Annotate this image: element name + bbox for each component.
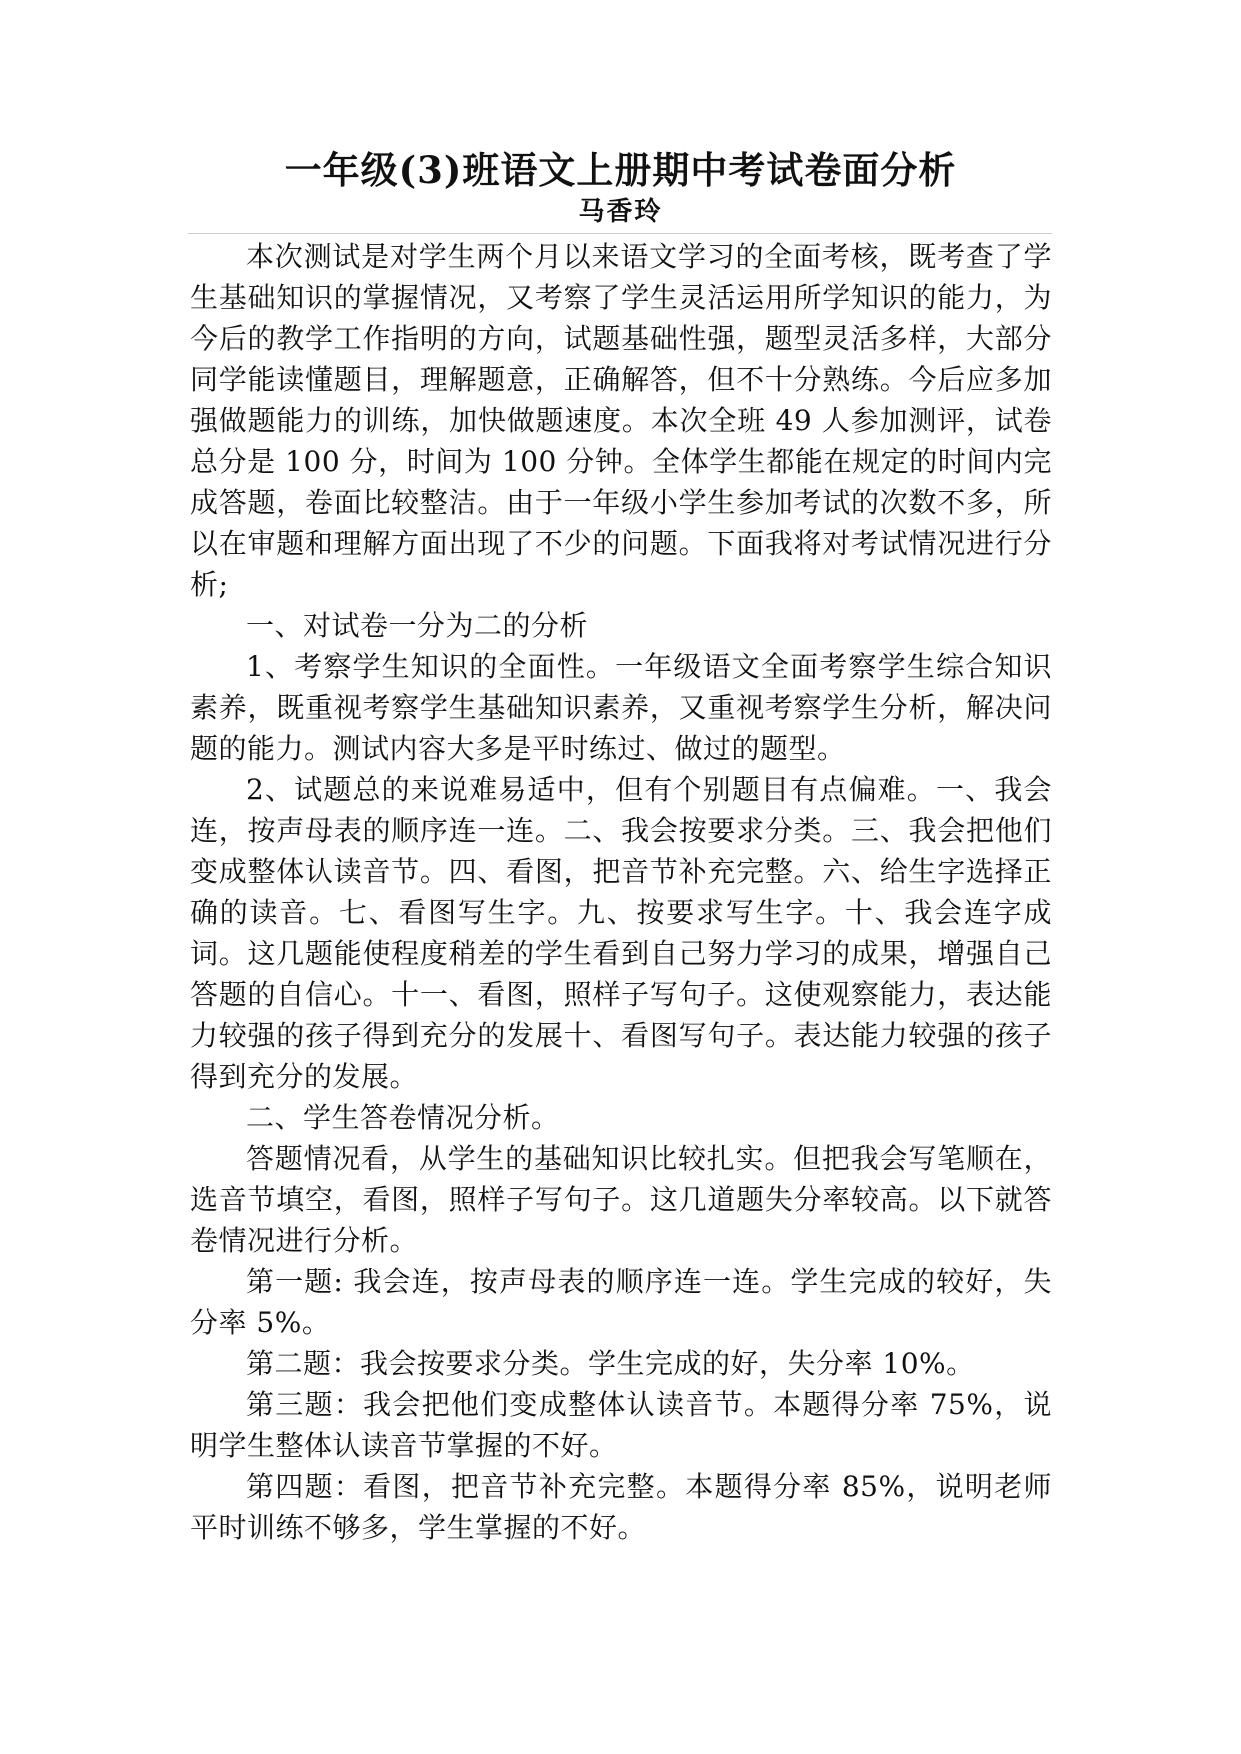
section-heading-1: 一、对试卷一分为二的分析 [246,609,589,642]
paragraph-question-3: 第三题：我会把他们变成整体认读音节。本题得分率 75%，说明学生整体认读音节掌握的不好。 [190,1388,1052,1462]
title-divider [188,233,1052,234]
paragraph-question-1: 第一题: 我会连，按声母表的顺序连一连。学生完成的较好，失分率 5%。 [190,1265,1052,1339]
paragraph-point-1: 1、考察学生知识的全面性。一年级语文全面考察学生综合知识素养，既重视考察学生基础知识素养，又重视考察学生分析，解决问题的能力。测试内容大多是平时练过、做过的题型。 [190,650,1052,765]
document-body [190,236,1052,1548]
document-title: 一年级(3)班语文上册期中考试卷面分析 [284,148,957,192]
paragraph-answer-overview: 答题情况看，从学生的基础知识比较扎实。但把我会写笔顺在，选音节填空，看图，照样子写句子。这几道题失分率较高。以下就答卷情况进行分析。 [190,1142,1052,1257]
paragraph-question-2: 第二题：我会按要求分类。学生完成的好，失分率 10%。 [246,1347,975,1380]
author-name: 马香玲 [578,197,663,227]
paragraph-question-4: 第四题：看图，把音节补充完整。本题得分率 85%，说明老师平时训练不够多，学生掌握的不好。 [190,1470,1052,1544]
paragraph-intro: 本次测试是对学生两个月以来语文学习的全面考核，既考查了学生基础知识的掌握情况，又考察了学生灵活运用所学知识的能力，为今后的教学工作指明的方向，试题基础性强，题型灵活多样，大部分同学能读懂题目，理解题意，正确解答，但不十分熟练。今后应多加强做题能力的训练，加快做题速度。本次全班 49 人参加测评，试卷总分是 100 分，时间为 100 分钟。全体学生都能在规定的时间内完成答题，卷面比较整洁。由于一年级小学生参加考试的次数不多，所以在审题和理解方面出现了不少的问题。下面我将对考试情况进行分析; [190,240,1052,601]
section-heading-2: 二、学生答卷情况分析。 [246,1101,560,1134]
paragraph-point-2: 2、试题总的来说难易适中，但有个别题目有点偏难。一、我会连，按声母表的顺序连一连。二、我会按要求分类。三、我会把他们变成整体认读音节。四、看图，把音节补充完整。六、给生字选择正确的读音。七、看图写生字。九、按要求写生字。十、我会连字成词。这几题能使程度稍差的学生看到自己努力学习的成果，增强自己答题的自信心。十一、看图，照样子写句子。这使观察能力，表达能力较强的孩子得到充分的发展十、看图写句子。表达能力较强的孩子得到充分的发展。 [190,773,1052,1093]
